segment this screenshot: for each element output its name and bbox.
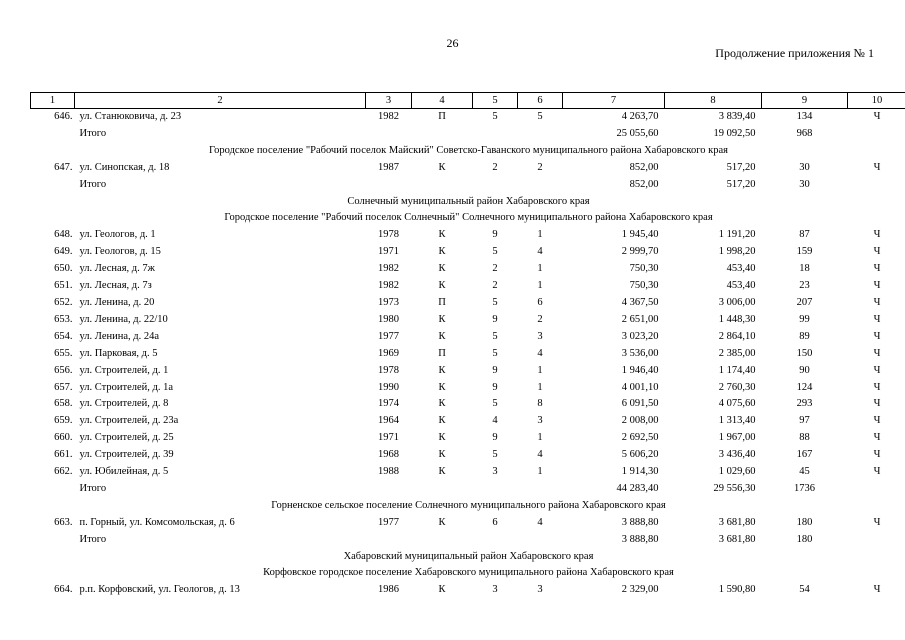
total-row [31, 126, 905, 143]
address-cell: ул. Геологов, д. 15 [79, 246, 161, 258]
table-row [31, 515, 905, 532]
address-cell: ул. Строителей, д. 23а [79, 415, 179, 427]
total-area-cell: 3 888,80 [621, 533, 659, 545]
residents-cell: 159 [796, 246, 813, 258]
total-area-cell: 852,00 [629, 178, 659, 190]
material-cell: К [438, 313, 446, 325]
residents-cell: 88 [799, 432, 810, 444]
floors-cell: 5 [492, 330, 498, 342]
year-cell: 1982 [378, 263, 399, 275]
row-number: 660. [54, 432, 73, 444]
total-area-cell: 750,30 [629, 280, 659, 292]
row-number: 658. [54, 398, 73, 410]
year-cell: 1968 [378, 449, 399, 461]
residents-cell: 293 [796, 398, 813, 410]
section-heading-row [31, 210, 905, 227]
method-cell: Ч [873, 381, 881, 393]
page-number: 26 [446, 36, 459, 50]
residents-cell: 167 [796, 449, 813, 461]
section-heading: Хабаровский муниципальный район Хабаровского края [343, 550, 594, 562]
method-cell: Ч [873, 398, 881, 410]
material-cell: К [438, 584, 446, 596]
empty-cell [473, 126, 518, 143]
empty-cell [366, 177, 412, 194]
living-area-cell: 453,40 [726, 280, 756, 292]
living-area-cell: 517,20 [726, 161, 756, 173]
year-cell: 1971 [378, 246, 399, 258]
year-cell: 1986 [378, 584, 399, 596]
residents-cell: 180 [796, 533, 813, 545]
row-number: 647. [54, 161, 73, 173]
table-row [31, 396, 905, 413]
empty-cell [518, 177, 563, 194]
residents-cell: 180 [796, 516, 813, 528]
method-cell: Ч [873, 516, 881, 528]
material-cell: К [438, 415, 446, 427]
row-number: 657. [54, 381, 73, 393]
residents-cell: 23 [799, 280, 810, 292]
empty-cell [518, 126, 563, 143]
method-cell: Ч [873, 229, 881, 241]
living-area-cell: 29 556,30 [713, 482, 756, 494]
method-cell: Ч [873, 296, 881, 308]
total-area-cell: 1 946,40 [621, 364, 659, 376]
address-cell: ул. Станюковича, д. 23 [79, 111, 182, 122]
row-number: 648. [54, 229, 73, 241]
row-number: 655. [54, 347, 73, 359]
total-area-cell: 4 263,70 [621, 111, 659, 122]
material-cell: П [438, 347, 446, 359]
table-row [31, 295, 905, 312]
table-row [31, 346, 905, 363]
living-area-cell: 2 760,30 [718, 381, 756, 393]
floors-cell: 6 [492, 516, 498, 528]
entrances-cell: 3 [537, 584, 543, 596]
method-cell: Ч [873, 415, 881, 427]
entrances-cell: 1 [537, 381, 543, 393]
header-row [31, 93, 905, 109]
entrances-cell: 3 [537, 415, 543, 427]
row-number: 659. [54, 415, 73, 427]
year-cell: 1974 [378, 398, 399, 410]
residents-cell: 87 [799, 229, 810, 241]
method-cell: Ч [873, 313, 881, 325]
living-area-cell: 3 436,40 [718, 449, 756, 461]
year-cell: 1973 [378, 296, 399, 308]
living-area-cell: 3 681,80 [718, 533, 756, 545]
floors-cell: 4 [492, 415, 498, 427]
total-area-cell: 5 606,20 [621, 449, 659, 461]
floors-cell: 5 [492, 246, 498, 258]
entrances-cell: 5 [537, 111, 543, 122]
table-row [31, 329, 905, 346]
floors-cell: 5 [492, 296, 498, 308]
total-label: Итого [79, 178, 107, 190]
total-area-cell: 2 692,50 [621, 432, 659, 444]
address-cell: ул. Парковая, д. 5 [79, 347, 158, 359]
address-cell: ул. Строителей, д. 1а [79, 381, 174, 393]
empty-cell [473, 481, 518, 498]
material-cell: К [438, 364, 446, 376]
table-row [31, 244, 905, 261]
row-number: 663. [54, 516, 73, 528]
total-area-cell: 25 055,60 [616, 127, 659, 139]
empty-cell [473, 532, 518, 549]
living-area-cell: 1 590,80 [718, 584, 756, 596]
column-header: 10 [848, 93, 905, 109]
living-area-cell: 4 075,60 [718, 398, 756, 410]
method-cell: Ч [873, 330, 881, 342]
floors-cell: 5 [492, 111, 498, 122]
empty-cell [412, 481, 473, 498]
living-area-cell: 453,40 [726, 263, 756, 275]
section-heading: Городское поселение "Рабочий поселок Майский" Советско-Гаванского муниципального района Хабаровского края [208, 144, 728, 156]
entrances-cell: 1 [537, 466, 543, 478]
residents-cell: 30 [799, 178, 810, 190]
empty-cell [473, 177, 518, 194]
row-number: 654. [54, 330, 73, 342]
address-cell: р.п. Корфовский, ул. Геологов, д. 13 [79, 584, 240, 596]
row-number: 646. [54, 111, 73, 122]
floors-cell: 2 [492, 280, 498, 292]
column-header: 3 [366, 93, 412, 109]
material-cell: К [438, 246, 446, 258]
residents-cell: 45 [799, 466, 810, 478]
year-cell: 1980 [378, 313, 399, 325]
residents-cell: 150 [796, 347, 813, 359]
floors-cell: 9 [492, 381, 498, 393]
empty-cell [366, 126, 412, 143]
method-cell: Ч [873, 347, 881, 359]
table-row [31, 582, 905, 599]
residents-cell: 89 [799, 330, 810, 342]
total-label: Итого [79, 533, 107, 545]
entrances-cell: 6 [537, 296, 543, 308]
empty-cell [518, 481, 563, 498]
method-cell: Ч [873, 466, 881, 478]
living-area-cell: 1 191,20 [718, 229, 756, 241]
empty-cell [848, 532, 905, 549]
residents-cell: 1736 [794, 482, 815, 494]
address-cell: ул. Ленина, д. 24а [79, 330, 160, 342]
address-cell: ул. Ленина, д. 22/10 [79, 313, 168, 325]
entrances-cell: 3 [537, 330, 543, 342]
material-cell: П [438, 111, 446, 122]
floors-cell: 5 [492, 398, 498, 410]
year-cell: 1978 [378, 229, 399, 241]
empty-cell [31, 126, 75, 143]
table-row [31, 363, 905, 380]
address-cell: ул. Строителей, д. 1 [79, 364, 169, 376]
total-area-cell: 1 945,40 [621, 229, 659, 241]
living-area-cell: 517,20 [726, 178, 756, 190]
empty-cell [848, 177, 905, 194]
total-area-cell: 4 001,10 [621, 381, 659, 393]
floors-cell: 3 [492, 584, 498, 596]
material-cell: К [438, 330, 446, 342]
method-cell: Ч [873, 280, 881, 292]
empty-cell [31, 481, 75, 498]
table-row [31, 278, 905, 295]
section-heading-row [31, 565, 905, 582]
entrances-cell: 1 [537, 432, 543, 444]
living-area-cell: 1 448,30 [718, 313, 756, 325]
total-label: Итого [79, 482, 107, 494]
total-row [31, 481, 905, 498]
row-number: 652. [54, 296, 73, 308]
address-cell: ул. Лесная, д. 7ж [79, 263, 155, 275]
material-cell: К [438, 280, 446, 292]
residents-cell: 207 [796, 296, 813, 308]
residents-cell: 124 [796, 381, 813, 393]
empty-cell [366, 532, 412, 549]
material-cell: К [438, 466, 446, 478]
address-cell: ул. Строителей, д. 39 [79, 449, 174, 461]
entrances-cell: 1 [537, 280, 543, 292]
section-heading: Солнечный муниципальный район Хабаровского края [347, 195, 590, 207]
total-area-cell: 852,00 [629, 161, 659, 173]
total-area-cell: 3 536,00 [621, 347, 659, 359]
section-heading: Корфовское городское поселение Хабаровского муниципального района Хабаровского края [263, 567, 674, 579]
method-cell: Ч [873, 432, 881, 444]
living-area-cell: 1 174,40 [718, 364, 756, 376]
year-cell: 1964 [378, 415, 399, 427]
entrances-cell: 1 [537, 263, 543, 275]
material-cell: К [438, 381, 446, 393]
empty-cell [848, 481, 905, 498]
method-cell: Ч [873, 263, 881, 275]
year-cell: 1977 [378, 516, 399, 528]
row-number: 661. [54, 449, 73, 461]
appendix-note: Продолжение приложения № 1 [715, 46, 874, 60]
living-area-cell: 2 385,00 [718, 347, 756, 359]
year-cell: 1971 [378, 432, 399, 444]
entrances-cell: 4 [537, 516, 543, 528]
living-area-cell: 1 029,60 [718, 466, 756, 478]
section-heading: Городское поселение "Рабочий поселок Солнечный" Солнечного муниципального района Хабаровского края [224, 212, 713, 224]
floors-cell: 9 [492, 432, 498, 444]
table-row [31, 227, 905, 244]
total-label: Итого [79, 127, 107, 139]
empty-cell [412, 177, 473, 194]
living-area-cell: 3 006,00 [718, 296, 756, 308]
year-cell: 1982 [378, 111, 399, 122]
address-cell: ул. Лесная, д. 7з [79, 280, 152, 292]
empty-cell [518, 532, 563, 549]
living-area-cell: 3 681,80 [718, 516, 756, 528]
entrances-cell: 8 [537, 398, 543, 410]
empty-cell [848, 126, 905, 143]
empty-cell [31, 532, 75, 549]
column-header: 5 [473, 93, 518, 109]
column-header: 4 [412, 93, 473, 109]
floors-cell: 2 [492, 263, 498, 275]
column-header: 1 [31, 93, 75, 109]
table-row [31, 312, 905, 329]
column-header: 6 [518, 93, 563, 109]
table-row [31, 464, 905, 481]
total-area-cell: 2 651,00 [621, 313, 659, 325]
total-area-cell: 2 329,00 [621, 584, 659, 596]
row-number: 649. [54, 246, 73, 258]
row-number: 651. [54, 280, 73, 292]
method-cell: Ч [873, 246, 881, 258]
year-cell: 1990 [378, 381, 399, 393]
living-area-cell: 19 092,50 [713, 127, 756, 139]
total-area-cell: 3 023,20 [621, 330, 659, 342]
living-area-cell: 1 313,40 [718, 415, 756, 427]
year-cell: 1982 [378, 280, 399, 292]
row-number: 650. [54, 263, 73, 275]
table-row [31, 413, 905, 430]
total-area-cell: 4 367,50 [621, 296, 659, 308]
material-cell: К [438, 516, 446, 528]
column-header: 7 [563, 93, 665, 109]
address-cell: ул. Ленина, д. 20 [79, 296, 155, 308]
section-heading: Горненское сельское поселение Солнечного муниципального района Хабаровского края [271, 499, 666, 511]
method-cell: Ч [873, 584, 881, 596]
address-cell: ул. Строителей, д. 8 [79, 398, 169, 410]
residents-cell: 968 [796, 127, 813, 139]
method-cell: Ч [873, 449, 881, 461]
empty-cell [412, 126, 473, 143]
residents-cell: 30 [799, 161, 810, 173]
table-row [31, 160, 905, 177]
floors-cell: 9 [492, 313, 498, 325]
residents-cell: 99 [799, 313, 810, 325]
residents-cell: 97 [799, 415, 810, 427]
floors-cell: 9 [492, 364, 498, 376]
empty-cell [31, 177, 75, 194]
table-row [31, 109, 905, 126]
material-cell: К [438, 449, 446, 461]
table-row [31, 380, 905, 397]
living-area-cell: 3 839,40 [718, 111, 756, 122]
entrances-cell: 1 [537, 229, 543, 241]
living-area-cell: 1 967,00 [718, 432, 756, 444]
residents-cell: 54 [799, 584, 810, 596]
column-header: 8 [665, 93, 762, 109]
residents-cell: 134 [796, 111, 813, 122]
total-row [31, 177, 905, 194]
table-row [31, 447, 905, 464]
row-number: 653. [54, 313, 73, 325]
floors-cell: 5 [492, 347, 498, 359]
material-cell: К [438, 432, 446, 444]
material-cell: К [438, 263, 446, 275]
total-area-cell: 3 888,80 [621, 516, 659, 528]
entrances-cell: 4 [537, 449, 543, 461]
total-area-cell: 1 914,30 [621, 466, 659, 478]
year-cell: 1988 [378, 466, 399, 478]
column-header: 9 [762, 93, 848, 109]
column-header: 2 [75, 93, 366, 109]
material-cell: К [438, 398, 446, 410]
living-area-cell: 2 864,10 [718, 330, 756, 342]
total-area-cell: 6 091,50 [621, 398, 659, 410]
material-cell: П [438, 296, 446, 308]
address-cell: ул. Юбилейная, д. 5 [79, 466, 169, 478]
section-heading-row [31, 194, 905, 211]
row-number: 664. [54, 584, 73, 596]
entrances-cell: 4 [537, 246, 543, 258]
empty-cell [412, 532, 473, 549]
total-area-cell: 2 999,70 [621, 246, 659, 258]
entrances-cell: 2 [537, 161, 543, 173]
empty-cell [366, 481, 412, 498]
table-row [31, 430, 905, 447]
method-cell: Ч [873, 364, 881, 376]
row-number: 656. [54, 364, 73, 376]
housing-register-table [30, 92, 905, 599]
residents-cell: 18 [799, 263, 810, 275]
entrances-cell: 2 [537, 313, 543, 325]
floors-cell: 2 [492, 161, 498, 173]
total-area-cell: 750,30 [629, 263, 659, 275]
address-cell: ул. Геологов, д. 1 [79, 229, 156, 241]
floors-cell: 9 [492, 229, 498, 241]
year-cell: 1969 [378, 347, 399, 359]
total-row [31, 532, 905, 549]
year-cell: 1987 [378, 161, 399, 173]
method-cell: Ч [873, 161, 881, 173]
address-cell: ул. Синопская, д. 18 [79, 161, 170, 173]
address-cell: ул. Строителей, д. 25 [79, 432, 174, 444]
material-cell: К [438, 161, 446, 173]
section-heading-row [31, 143, 905, 160]
total-area-cell: 2 008,00 [621, 415, 659, 427]
section-heading-row [31, 549, 905, 566]
floors-cell: 3 [492, 466, 498, 478]
material-cell: К [438, 229, 446, 241]
table-row [31, 261, 905, 278]
entrances-cell: 1 [537, 364, 543, 376]
entrances-cell: 4 [537, 347, 543, 359]
address-cell: п. Горный, ул. Комсомольская, д. 6 [79, 516, 235, 528]
row-number: 662. [54, 466, 73, 478]
section-heading-row [31, 498, 905, 515]
year-cell: 1977 [378, 330, 399, 342]
floors-cell: 5 [492, 449, 498, 461]
living-area-cell: 1 998,20 [718, 246, 756, 258]
method-cell: Ч [873, 111, 881, 122]
total-area-cell: 44 283,40 [616, 482, 659, 494]
year-cell: 1978 [378, 364, 399, 376]
residents-cell: 90 [799, 364, 810, 376]
